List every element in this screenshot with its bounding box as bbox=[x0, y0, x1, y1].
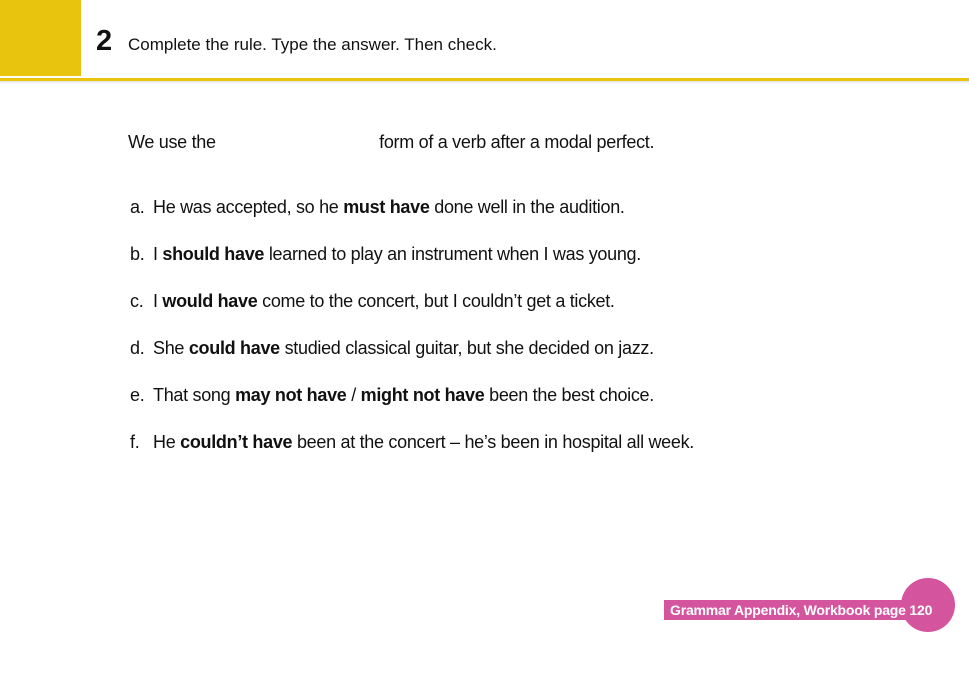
exercise-header bbox=[0, 0, 969, 84]
item-text: He bbox=[153, 432, 181, 452]
item-letter: e. bbox=[130, 385, 145, 405]
exercise-number: 2 bbox=[96, 25, 113, 57]
exercise-instruction: Complete the rule. Type the answer. Then check. bbox=[128, 35, 497, 54]
example-item bbox=[130, 243, 694, 290]
modal-perfect-phrase: couldn’t have bbox=[180, 432, 293, 452]
item-text: That song bbox=[153, 385, 236, 405]
item-text: She bbox=[153, 338, 189, 358]
example-list bbox=[130, 196, 694, 478]
rule-sentence bbox=[128, 131, 654, 153]
item-text: / bbox=[346, 385, 361, 405]
example-item bbox=[130, 196, 694, 243]
example-item bbox=[130, 290, 694, 337]
rule-answer-input[interactable] bbox=[223, 131, 371, 153]
item-text: studied classical guitar, but she decided on jazz. bbox=[279, 338, 654, 358]
item-text: come to the concert, but I couldn’t get a ticket. bbox=[257, 291, 615, 311]
rule-text-after: form of a verb after a modal perfect. bbox=[379, 132, 655, 152]
item-text: I bbox=[153, 244, 163, 264]
modal-perfect-phrase: might not have bbox=[360, 385, 485, 405]
item-text: He was accepted, so he bbox=[153, 197, 344, 217]
item-text: I bbox=[153, 291, 163, 311]
example-item bbox=[130, 384, 694, 431]
header-shadow bbox=[0, 81, 969, 84]
item-letter: f. bbox=[130, 432, 140, 452]
item-letter: a. bbox=[130, 197, 145, 217]
modal-perfect-phrase: could have bbox=[188, 338, 280, 358]
item-text: learned to play an instrument when I was young. bbox=[264, 244, 641, 264]
modal-perfect-phrase: would have bbox=[162, 291, 258, 311]
modal-perfect-phrase: should have bbox=[162, 244, 265, 264]
modal-perfect-phrase: must have bbox=[343, 197, 430, 217]
example-item bbox=[130, 431, 694, 478]
item-text: done well in the audition. bbox=[429, 197, 625, 217]
item-letter: b. bbox=[130, 244, 145, 264]
header-accent-block bbox=[0, 0, 81, 76]
example-item bbox=[130, 337, 694, 384]
modal-perfect-phrase: may not have bbox=[235, 385, 347, 405]
item-letter: c. bbox=[130, 291, 144, 311]
item-text: been at the concert – he’s been in hospital all week. bbox=[292, 432, 694, 452]
item-letter: d. bbox=[130, 338, 145, 358]
item-text: been the best choice. bbox=[484, 385, 654, 405]
rule-text-before: We use the bbox=[128, 132, 216, 152]
grammar-appendix-link[interactable]: Grammar Appendix, Workbook page 120 bbox=[670, 602, 933, 618]
